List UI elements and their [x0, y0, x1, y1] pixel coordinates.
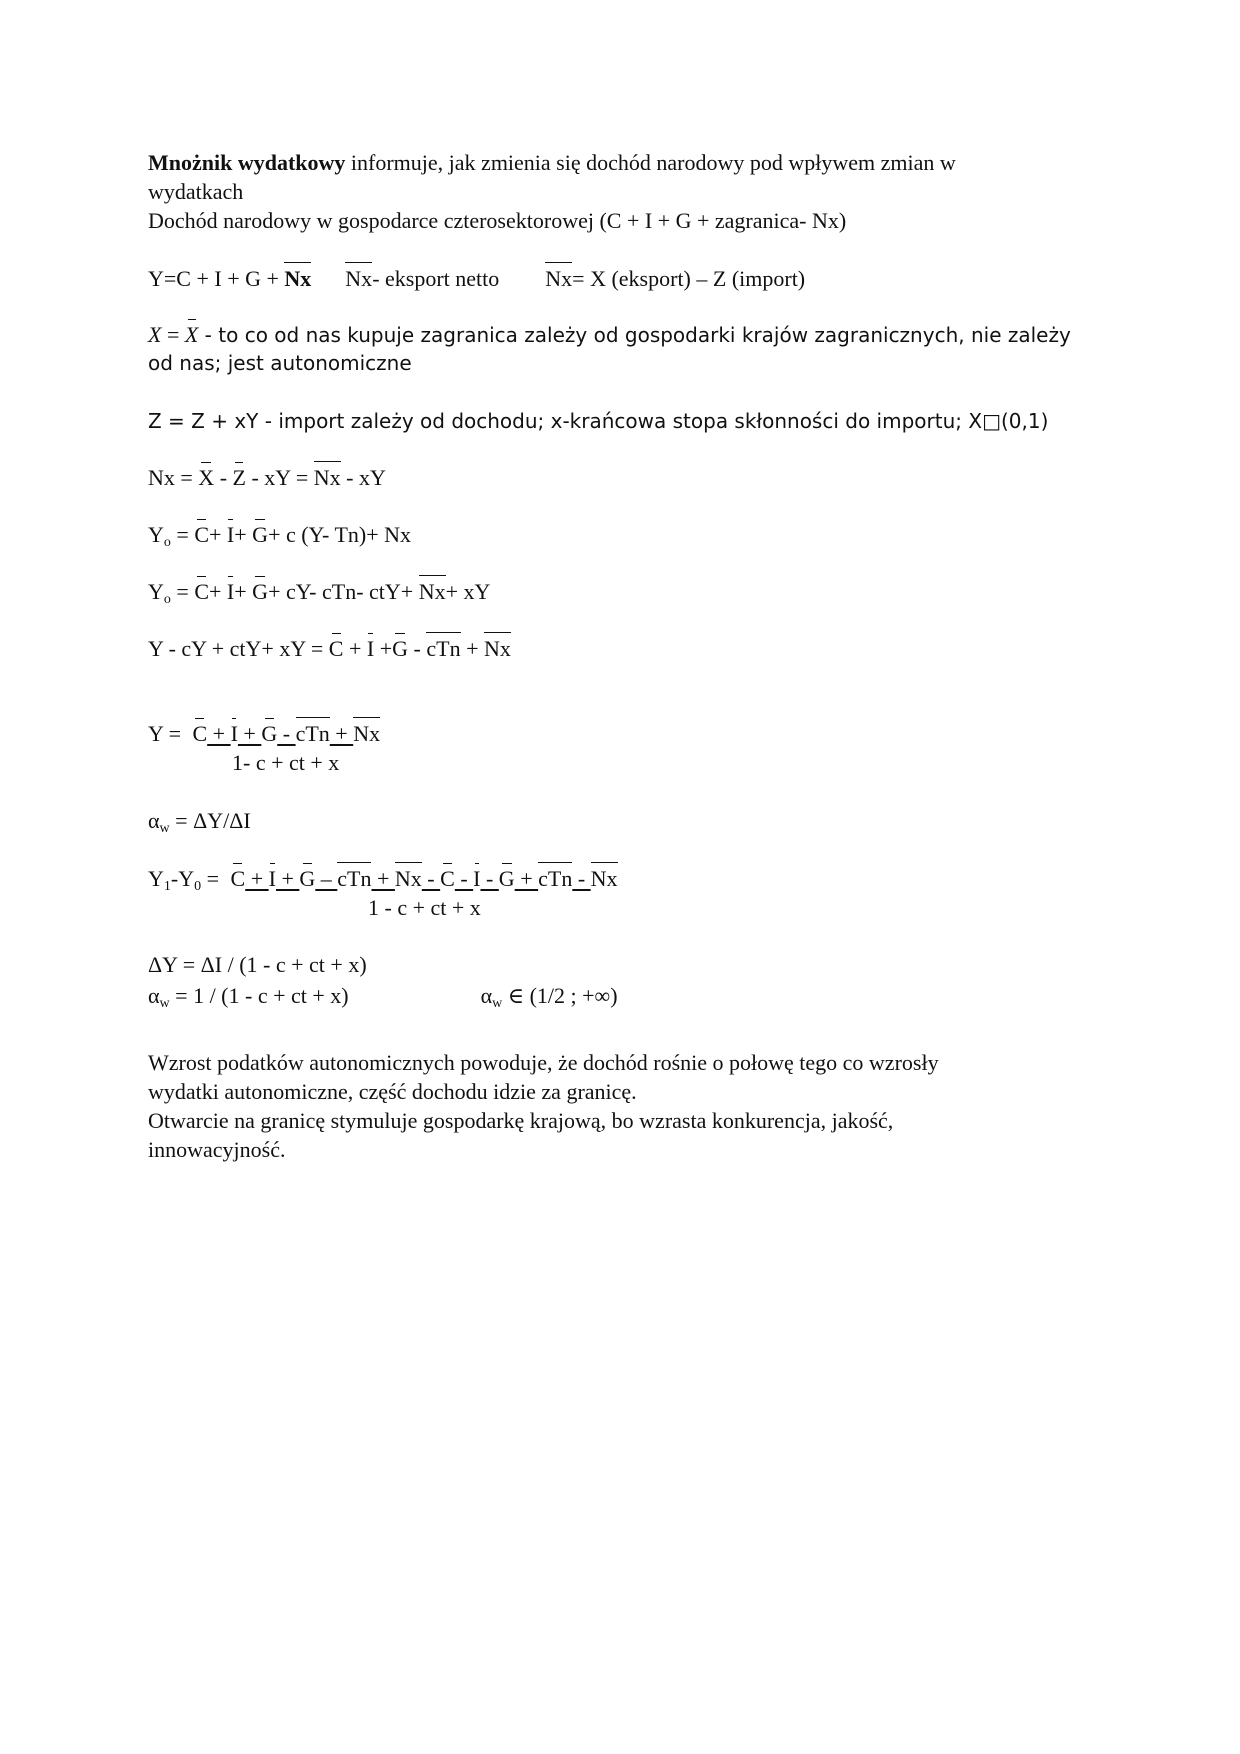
nx-def-symbol: Nx: [345, 266, 373, 291]
eq-nx-op-3: - xY: [340, 465, 386, 490]
c-bar: C: [194, 579, 209, 604]
i-bar: I: [473, 866, 481, 891]
eq-nx-op-1: -: [214, 465, 233, 490]
export-eq: =: [161, 322, 185, 347]
op: +: [329, 721, 354, 746]
eq-end: + xY: [445, 579, 491, 604]
subscript: 1: [163, 879, 171, 894]
op: +: [371, 866, 395, 891]
op: -: [408, 636, 427, 661]
nx-bar: Nx: [353, 721, 381, 746]
subscript: w: [159, 996, 170, 1011]
eq-y-lhs: Y=C + I + G +: [148, 266, 285, 291]
op: +: [207, 721, 231, 746]
nx-bar: Nx: [418, 579, 446, 604]
op: +: [374, 636, 393, 661]
nx-eq-symbol: Nx: [545, 266, 573, 291]
numerator: [192, 721, 380, 746]
op: -: [421, 866, 441, 891]
subscript: o: [163, 592, 171, 607]
alpha-range: ∈ (1/2 ; +∞): [502, 983, 618, 1008]
c-bar: C: [440, 866, 455, 891]
alpha-symbol: α: [148, 983, 160, 1008]
equation-y0-b: [148, 577, 490, 614]
conclusion-line-1: Wzrost podatków autonomicznych powoduje, że dochód rośnie o połowę tego co wzrosły: [148, 1050, 939, 1075]
nx-bar: Nx: [484, 636, 511, 661]
op: +: [245, 866, 269, 891]
op: -: [480, 866, 499, 891]
export-line-1: [148, 320, 1071, 350]
op: -: [277, 721, 296, 746]
op: +: [237, 721, 262, 746]
export-line-2: od nas; jest autonomiczne: [148, 351, 412, 375]
i-bar: I: [230, 721, 238, 746]
op: +: [234, 522, 253, 547]
export-x: X: [148, 322, 162, 347]
nx-bar: Nx: [313, 465, 341, 490]
nx-bar: Nx: [284, 266, 312, 291]
eq-sign: =: [170, 579, 195, 604]
c-bar: C: [328, 636, 344, 661]
nx-def-text: - eksport netto: [372, 266, 500, 291]
eq-lhs: Y - cY + ctY+ xY =: [148, 636, 329, 661]
ctn-bar: cTn: [295, 721, 330, 746]
eq-sign: =: [170, 522, 195, 547]
eq-lhs: Y =: [148, 721, 187, 746]
alpha-value: = 1 / (1 - c + ct + x): [169, 983, 349, 1008]
eq-mid: + cY- cTn- ctY+: [268, 579, 419, 604]
y-symbol: Y: [148, 522, 164, 547]
c-bar: C: [230, 866, 246, 891]
i-bar: I: [226, 579, 235, 604]
alpha-def-text: = ΔY/ΔI: [169, 808, 251, 833]
subscript: o: [163, 535, 171, 550]
equation-diff-denominator: 1 - c + ct + x: [368, 895, 481, 920]
numerator: [231, 866, 618, 891]
subscript: w: [159, 821, 170, 836]
equation-nx: [148, 463, 386, 492]
intro-text: informuje, jak zmienia się dochód narodowy pod wpływem zmian w: [345, 150, 956, 175]
intro-line-1: [148, 148, 956, 177]
eq-nx-op-2: - xY =: [245, 465, 314, 490]
nx-bar: Nx: [590, 866, 618, 891]
equation-collect: [148, 634, 511, 663]
y-symbol: -Y: [170, 866, 195, 891]
g-bar: G: [299, 866, 316, 891]
alpha-symbol: α: [148, 808, 160, 833]
export-text: - to co od nas kupuje zagranica zależy od gospodarki krajów zagranicznych, nie zależy: [198, 323, 1071, 347]
g-bar: G: [392, 636, 409, 661]
nx-eq-text: = X (eksport) – Z (import): [572, 266, 806, 291]
c-bar: C: [194, 522, 209, 547]
op: +: [460, 636, 484, 661]
subscript: 0: [194, 879, 202, 894]
eq-nx-lhs: Nx =: [148, 465, 199, 490]
intro-line-3: Dochód narodowy w gospodarce czterosektorowej (C + I + G + zagranica- Nx): [148, 208, 847, 233]
ctn-bar: cTn: [337, 866, 372, 891]
equation-y-nx: [148, 264, 805, 293]
y-symbol: Y: [148, 579, 164, 604]
op: +: [234, 579, 253, 604]
g-bar: G: [252, 579, 269, 604]
intro-line-2: wydatkach: [148, 179, 244, 204]
conclusion-line-4: innowacyjność.: [148, 1137, 286, 1162]
x-bar: X: [198, 465, 215, 490]
op: +: [275, 866, 300, 891]
import-line: Z = Z + xY - import zależy od dochodu; x-krańcowa stopa skłonności do importu; X□(0,1): [148, 409, 1049, 433]
y-symbol: Y: [148, 866, 164, 891]
eq-sign: =: [201, 866, 225, 891]
op: -: [454, 866, 474, 891]
nx-bar: Nx: [394, 866, 422, 891]
export-x-bar: X: [184, 322, 199, 347]
c-bar: C: [192, 721, 208, 746]
z-bar: Z: [232, 465, 246, 490]
op: +: [343, 636, 367, 661]
op: +: [209, 579, 227, 604]
conclusion-line-3: Otwarcie na granicę stymuluje gospodarkę krajową, bo wzrasta konkurencja, jakość,: [148, 1108, 894, 1133]
op: +: [209, 522, 227, 547]
op: +: [514, 866, 539, 891]
subscript: w: [492, 996, 503, 1011]
equation-y0-a: [148, 520, 411, 557]
alpha-definition: [148, 806, 251, 843]
ctn-bar: cTn: [538, 866, 573, 891]
g-bar: G: [498, 866, 515, 891]
term-mnoznik: Mnożnik wydatkowy: [148, 150, 346, 175]
eq-rest: + c (Y- Tn)+ Nx: [268, 522, 411, 547]
delta-y-line: ΔY = ΔI / (1 - c + ct + x): [148, 952, 367, 977]
op: -: [572, 866, 591, 891]
equation-fraction-numerator: [148, 719, 380, 748]
alpha-value-line: [148, 981, 618, 1018]
conclusion-line-2: wydatki autonomiczne, część dochodu idzie za granicę.: [148, 1079, 637, 1104]
equation-fraction-denominator: 1- c + ct + x: [232, 750, 340, 775]
g-bar: G: [252, 522, 269, 547]
g-bar: G: [261, 721, 278, 746]
ctn-bar: cTn: [426, 636, 461, 661]
op: –: [315, 866, 338, 891]
alpha-symbol: α: [480, 983, 493, 1008]
i-bar: I: [366, 636, 375, 661]
i-bar: I: [268, 866, 276, 891]
i-bar: I: [226, 522, 235, 547]
